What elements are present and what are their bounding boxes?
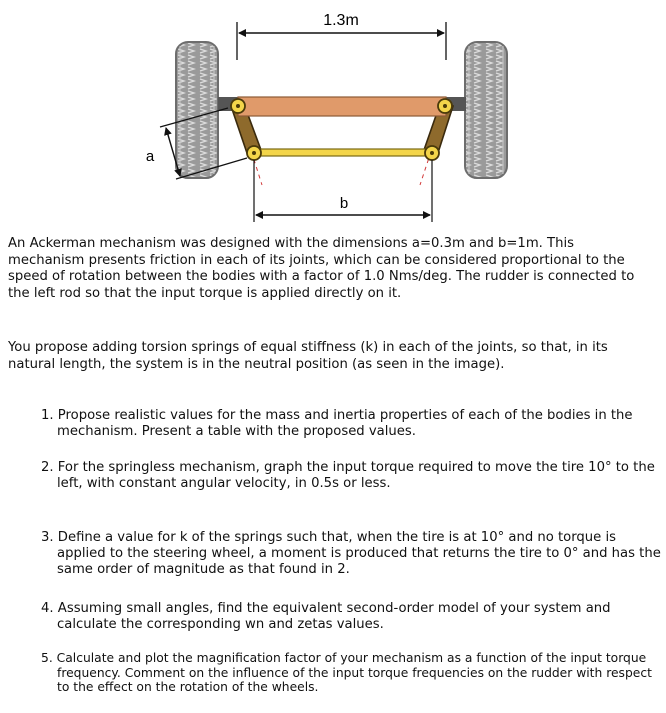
question-number: 5. <box>41 651 53 665</box>
question-number: 1. <box>41 408 54 423</box>
springs-paragraph: You propose adding torsion springs of equal stiffness (k) in each of the joints, so that, in its natural length, the system is in the neutral position (as seen in the image). <box>8 340 608 372</box>
question-item <box>33 530 666 578</box>
question-text: Calculate and plot the magnification factor of your mechanism as a function of the input torque frequency. Comment on the influence of the input torque frequencies on the rudder with respect to the effect on the rotation of the wheels. <box>56 651 652 694</box>
dimension-a-label: a <box>145 148 155 165</box>
right-tire <box>465 42 507 178</box>
question-item <box>33 408 666 440</box>
joint-bottom-right <box>425 146 439 160</box>
question-text: Define a value for k of the springs such that, when the tire is at 10° and no torque is applied to the steering wheel, a moment is produced that returns the tire to 0° and has the same order of magnitude as that found in 2. <box>57 530 661 577</box>
ackerman-mechanism-figure <box>0 0 666 230</box>
tie-rod <box>253 149 433 156</box>
main-beam <box>238 97 446 116</box>
question-item <box>33 460 666 492</box>
question-number: 4. <box>41 601 54 616</box>
joint-bottom-left <box>247 146 261 160</box>
intro-paragraph: An Ackerman mechanism was designed with the dimensions a=0.3m and b=1m. This mechanism presents friction in each of its joints, which can be considered proportional to the speed of rotation between the bodies with a factor of 1.0 Nms/deg. The rudder is connected to the left rod so that the input torque is applied directly on it. <box>8 236 635 301</box>
question-number: 3. <box>41 530 54 545</box>
joint-top-left <box>231 99 245 113</box>
dimension-b-label: b <box>339 195 349 212</box>
question-item <box>33 601 666 633</box>
dimension-top-label: 1.3m <box>323 12 359 29</box>
question-text: For the springless mechanism, graph the input torque required to move the tire 10° to the left, with constant angular velocity, in 0.5s or less. <box>57 460 655 491</box>
question-text: Propose realistic values for the mass and inertia properties of each of the bodies in the mechanism. Present a table with the proposed values. <box>57 408 633 439</box>
question-item <box>33 651 666 695</box>
top-dimension <box>237 12 446 60</box>
question-number: 2. <box>41 460 54 475</box>
question-text: Assuming small angles, find the equivalent second-order model of your system and calculate the corresponding wn and zetas values. <box>57 601 611 632</box>
joint-top-right <box>438 99 452 113</box>
b-dimension <box>254 160 432 222</box>
left-tire <box>176 42 218 178</box>
